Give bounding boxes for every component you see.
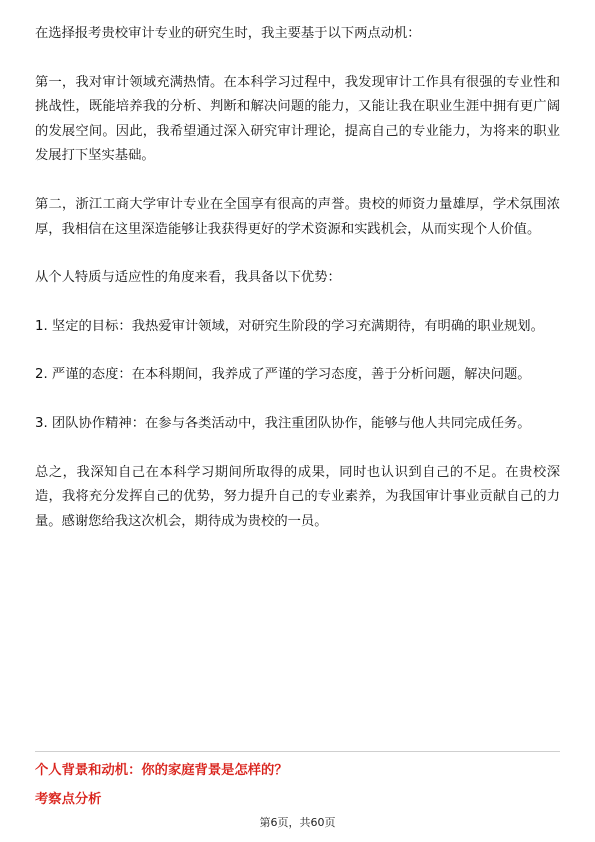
strengths-intro-paragraph: 从个人特质与适应性的角度来看，我具备以下优势： <box>35 270 341 286</box>
conclusion-paragraph: 总之，我深知自己在本科学习期间所取得的成果，同时也认识到自己的不足。在贵校深造，我将充分发挥自己的优势，努力提升自己的专业素养，为我国审计事业贡献自己的力量。感谢您给我这次机会，期待成为贵校的一员。 <box>35 464 560 529</box>
page-number-footer: 第6页，共60页 <box>259 816 336 829</box>
intro-paragraph: 在选择报考贵校审计专业的研究生时，我主要基于以下两点动机： <box>35 26 421 41</box>
strength-item-goal: 1. 坚定的目标：我热爱审计领域，对研究生阶段的学习充满期待，有明确的职业规划。 <box>35 318 544 334</box>
motivation-one-paragraph: 第一，我对审计领域充满热情。在本科学习过程中，我发现审计工作具有很强的专业性和挑战性，既能培养我的分析、判断和解决问题的能力，又能让我在职业生涯中拥有更广阔的发展空间。因此，我希望通过深入研究审计理论，提高自己的专业能力，为将来的职业发展打下坚实基础。 <box>35 74 560 164</box>
question-heading: 个人背景和动机：你的家庭背景是怎样的？ <box>35 763 288 778</box>
motivation-two-paragraph: 第二，浙江工商大学审计专业在全国享有很高的声誉。贵校的师资力量雄厚，学术氛围浓厚，我相信在这里深造能够让我获得更好的学术资源和实践机会，从而实现个人价值。 <box>35 196 560 237</box>
section-divider <box>35 751 560 752</box>
document-body <box>35 22 560 534</box>
analysis-heading: 考察点分析 <box>35 792 102 807</box>
strength-item-attitude: 2. 严谨的态度：在本科期间，我养成了严谨的学习态度，善于分析问题，解决问题。 <box>35 367 531 383</box>
strength-item-teamwork: 3. 团队协作精神：在参与各类活动中，我注重团队协作，能够与他人共同完成任务。 <box>35 415 531 431</box>
